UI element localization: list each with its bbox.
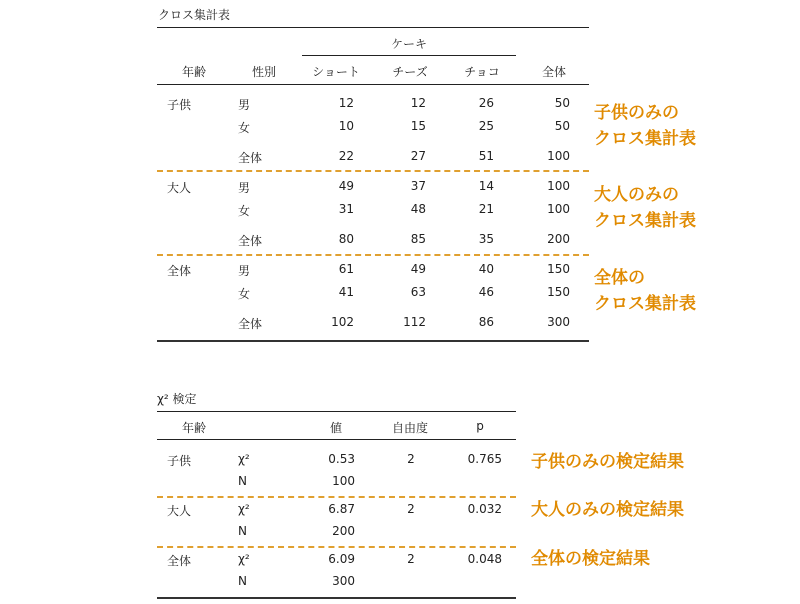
- cell-value: 61: [338, 262, 354, 276]
- row-sex-label: 女: [238, 121, 251, 135]
- cell-value: 86: [478, 315, 494, 329]
- chi-col-header-p: p: [476, 419, 484, 433]
- annotation-line: クロス集計表: [594, 211, 696, 231]
- chi-df-value: 2: [407, 552, 415, 566]
- chi-n-value: 300: [332, 574, 355, 588]
- group-divider-dashed: [157, 170, 589, 172]
- group-divider-dashed: [157, 254, 589, 256]
- cell-value: 15: [410, 119, 426, 133]
- chi-df-value: 2: [407, 502, 415, 516]
- cell-value: 12: [410, 96, 426, 110]
- cell-value: 22: [338, 149, 354, 163]
- span-header-cake: ケーキ: [390, 37, 427, 51]
- cell-value: 150: [547, 262, 570, 276]
- row-sex-label: 男: [238, 98, 251, 112]
- cell-value: 50: [554, 96, 570, 110]
- chi-stat-label: χ²: [238, 552, 250, 566]
- chi-stat-label: χ²: [238, 452, 250, 466]
- cell-value: 14: [478, 179, 494, 193]
- cell-value: 51: [478, 149, 494, 163]
- row-sex-label: 全体: [238, 234, 263, 248]
- annotation-line: クロス集計表: [594, 294, 696, 314]
- cell-value: 49: [410, 262, 426, 276]
- span-header-rule: [302, 55, 516, 56]
- cell-value: 85: [410, 232, 426, 246]
- chi-df-value: 2: [407, 452, 415, 466]
- cell-value: 27: [410, 149, 426, 163]
- cell-value: 200: [547, 232, 570, 246]
- chi-n-value: 100: [332, 474, 355, 488]
- cell-value: 37: [410, 179, 426, 193]
- cell-value: 48: [410, 202, 426, 216]
- cell-value: 40: [478, 262, 494, 276]
- cross-table-bottom-rule: [157, 340, 589, 342]
- cell-value: 41: [338, 285, 354, 299]
- chi-n-label: N: [238, 574, 247, 588]
- row-sex-label: 全体: [238, 317, 263, 331]
- cell-value: 49: [338, 179, 354, 193]
- chi-stat-value: 6.09: [328, 552, 355, 566]
- chi-col-header-df: 自由度: [391, 421, 428, 435]
- row-sex-label: 男: [238, 181, 251, 195]
- cell-value: 63: [410, 285, 426, 299]
- chi-n-label: N: [238, 524, 247, 538]
- cell-value: 150: [547, 285, 570, 299]
- annotation-adults-cross: [594, 182, 696, 234]
- annotation-line: クロス集計表: [594, 129, 696, 149]
- col-header-sex: 性別: [251, 65, 276, 79]
- header-bottom-rule: [157, 84, 589, 85]
- row-sex-label: 男: [238, 264, 251, 278]
- chi-col-header-age: 年齢: [181, 421, 206, 435]
- col-header-short: ショート: [312, 65, 360, 79]
- col-header-choco: チョコ: [464, 65, 500, 79]
- cell-value: 102: [331, 315, 354, 329]
- cross-table-top-rule: [157, 27, 589, 28]
- cell-value: 112: [403, 315, 426, 329]
- chi-table-top-rule: [157, 411, 516, 412]
- chi-header-bottom-rule: [157, 439, 516, 440]
- col-header-cheese: チーズ: [392, 65, 428, 79]
- chi-table-title: χ² 検定: [157, 392, 197, 406]
- annotation-children-cross: [594, 100, 696, 152]
- cell-value: 31: [338, 202, 354, 216]
- chi-group-age-label: 子供: [167, 454, 192, 468]
- row-sex-label: 女: [238, 204, 251, 218]
- annotation-line: 子供のみの: [594, 103, 679, 123]
- col-header-total: 全体: [541, 65, 566, 79]
- group-age-label: 全体: [167, 264, 192, 278]
- cell-value: 12: [338, 96, 354, 110]
- chi-group-divider-dashed: [157, 546, 516, 548]
- chi-stat-value: 6.87: [328, 502, 355, 516]
- chi-group-divider-dashed: [157, 496, 516, 498]
- cell-value: 100: [547, 149, 570, 163]
- chi-p-value: 0.048: [467, 552, 502, 566]
- chi-p-value: 0.032: [467, 502, 502, 516]
- annotation-all-test: 全体の検定結果: [531, 549, 650, 569]
- chi-group-age-label: 全体: [167, 554, 192, 568]
- annotation-adults-test: 大人のみの検定結果: [531, 500, 684, 520]
- cell-value: 35: [478, 232, 494, 246]
- group-age-label: 子供: [167, 98, 192, 112]
- cell-value: 21: [478, 202, 494, 216]
- chi-p-value: 0.765: [467, 452, 502, 466]
- cell-value: 46: [478, 285, 494, 299]
- cross-table-title: クロス集計表: [158, 8, 231, 22]
- cell-value: 25: [478, 119, 494, 133]
- chi-col-header-value: 値: [329, 421, 342, 435]
- chi-stat-value: 0.53: [328, 452, 355, 466]
- annotation-children-test: 子供のみの検定結果: [531, 452, 684, 472]
- row-sex-label: 女: [238, 287, 251, 301]
- annotation-line: 全体の: [594, 268, 645, 288]
- chi-table-bottom-rule: [157, 597, 516, 599]
- group-age-label: 大人: [167, 181, 192, 195]
- chi-n-label: N: [238, 474, 247, 488]
- cell-value: 80: [338, 232, 354, 246]
- chi-stat-label: χ²: [238, 502, 250, 516]
- cell-value: 300: [547, 315, 570, 329]
- chi-group-age-label: 大人: [167, 504, 192, 518]
- cell-value: 100: [547, 202, 570, 216]
- chi-n-value: 200: [332, 524, 355, 538]
- cell-value: 50: [554, 119, 570, 133]
- annotation-line: 大人のみの: [594, 185, 679, 205]
- cell-value: 26: [478, 96, 494, 110]
- cell-value: 10: [338, 119, 354, 133]
- annotation-all-cross: [594, 265, 696, 317]
- cell-value: 100: [547, 179, 570, 193]
- col-header-age: 年齢: [181, 65, 206, 79]
- row-sex-label: 全体: [238, 151, 263, 165]
